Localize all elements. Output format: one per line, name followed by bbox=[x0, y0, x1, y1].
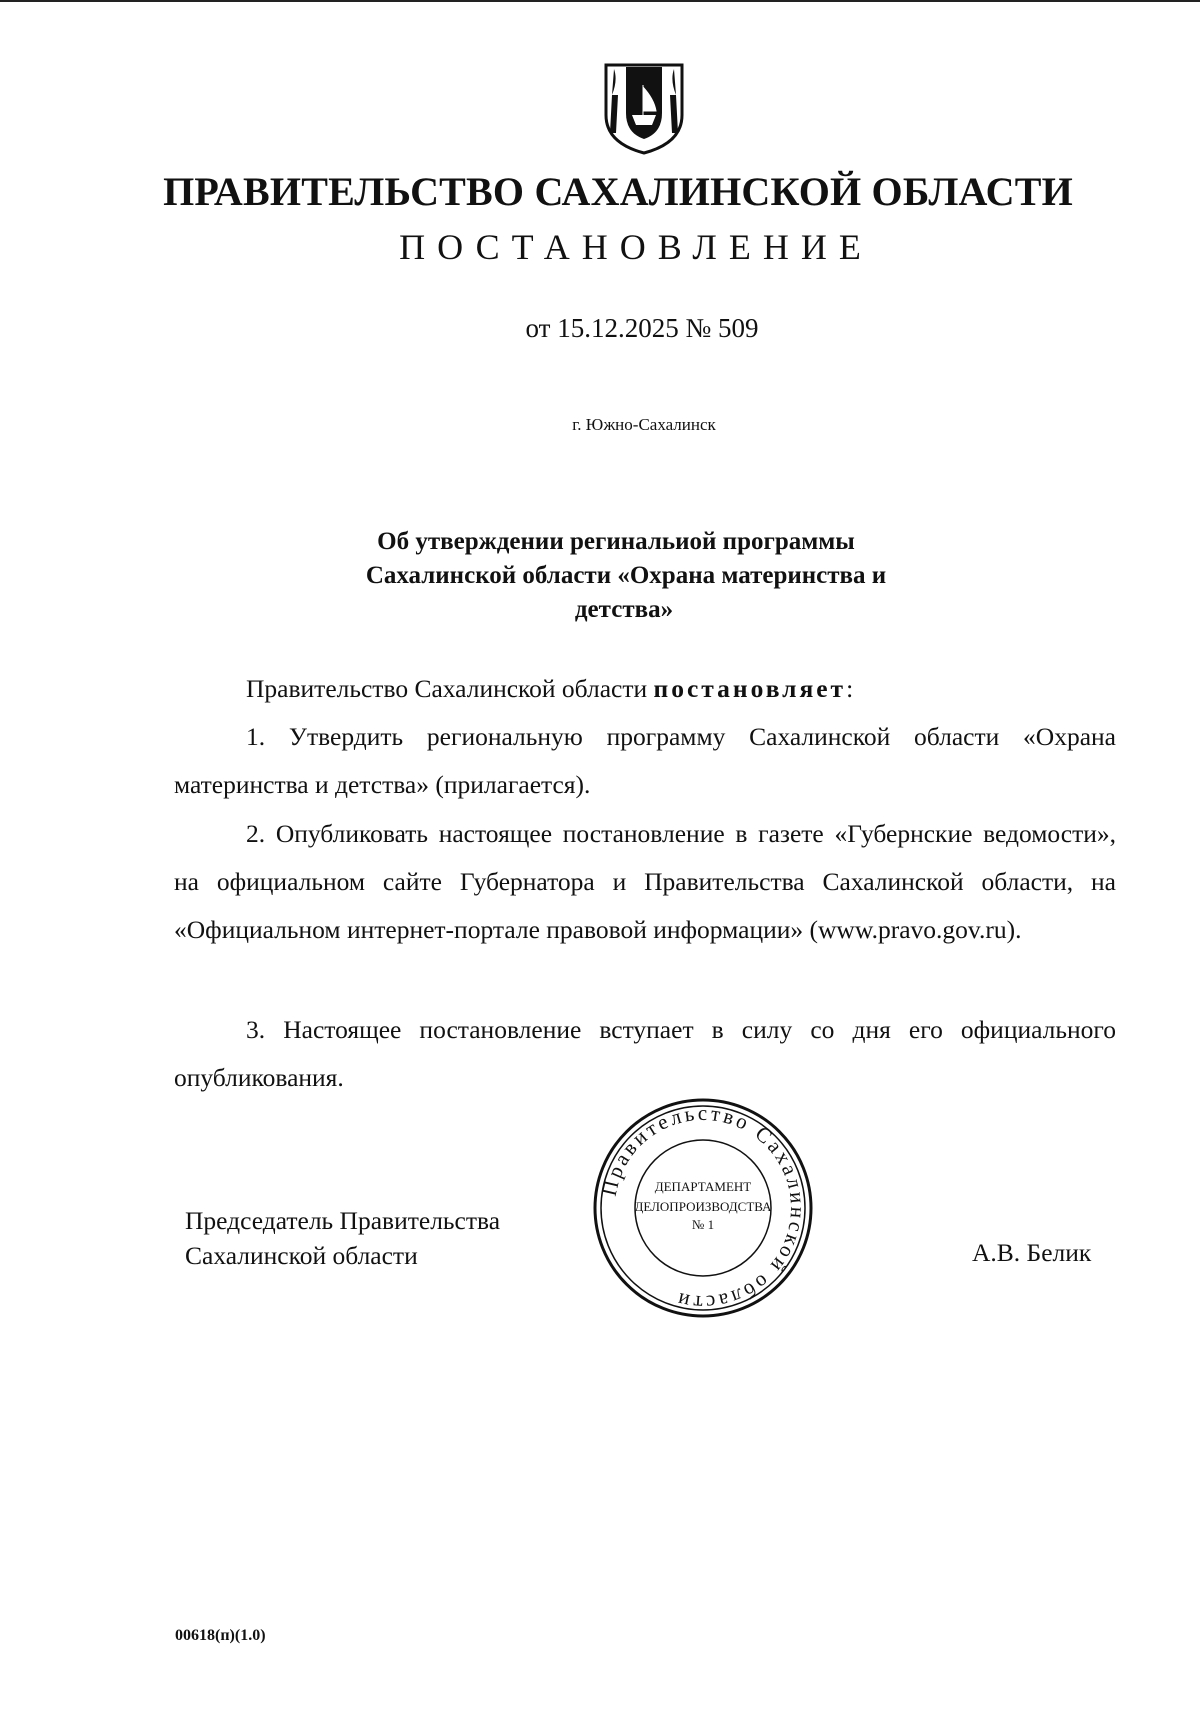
document-subject bbox=[0, 525, 1200, 627]
stamp-inner-line-3: № 1 bbox=[691, 1217, 715, 1232]
paragraph-1 bbox=[174, 713, 1116, 809]
subject-line-1: Об утверждении регинальиой программы bbox=[377, 528, 855, 555]
document-code: 00618(п)(1.0) bbox=[175, 1627, 266, 1644]
paragraph-3 bbox=[174, 1006, 1116, 1102]
government-name: ПРАВИТЕЛЬСТВО САХАЛИНСКОЙ ОБЛАСТИ bbox=[163, 169, 1073, 214]
paragraph-2-text: 2. Опубликовать настоящее постановление в газете «Губернские ведомости», на официальном сайте Губернатора и Правительства Сахалинской области, на «Официальном интернет-портале правовой информации» (www.pravo.gov.ru). bbox=[174, 819, 1116, 944]
intro-text: Правительство Сахалинской области bbox=[246, 674, 654, 703]
top-border-line bbox=[0, 0, 1200, 2]
official-stamp bbox=[590, 1095, 816, 1321]
intro-colon: : bbox=[846, 674, 854, 703]
paragraph-1-text: 1. Утвердить региональную программу Сахалинской области «Охрана материнства и детства» (прилагается). bbox=[174, 722, 1116, 799]
decree-intro bbox=[174, 665, 1116, 713]
stamp-outer-text: Правительство Сахалинской области bbox=[596, 1100, 811, 1316]
paragraph-2 bbox=[174, 810, 1116, 954]
document-date-number: от 15.12.2025 № 509 bbox=[525, 313, 759, 343]
subject-line-3: детства» bbox=[574, 596, 674, 623]
signatory-position-line-1: Председатель Правительства bbox=[185, 1206, 501, 1235]
sakhalin-coat-of-arms-icon bbox=[598, 55, 690, 155]
document-type: ПОСТАНОВЛЕНИЕ bbox=[399, 227, 873, 267]
signatory-position-line-2: Сахалинской области bbox=[185, 1241, 418, 1270]
subject-line-2: Сахалинской области «Охрана материнства и bbox=[365, 562, 887, 589]
signatory-position bbox=[185, 1203, 500, 1273]
city-name: г. Южно-Сахалинск bbox=[572, 415, 716, 434]
stamp-inner-line-2: ДЕЛОПРОИЗВОДСТВА bbox=[634, 1199, 772, 1214]
stamp-inner-line-1: ДЕПАРТАМЕНТ bbox=[654, 1179, 752, 1194]
intro-decree-word: постановляет bbox=[653, 674, 847, 703]
paragraph-3-text: 3. Настоящее постановление вступает в силу со дня его официального опубликования. bbox=[174, 1015, 1116, 1092]
signatory-name: А.В. Белик bbox=[972, 1238, 1092, 1267]
